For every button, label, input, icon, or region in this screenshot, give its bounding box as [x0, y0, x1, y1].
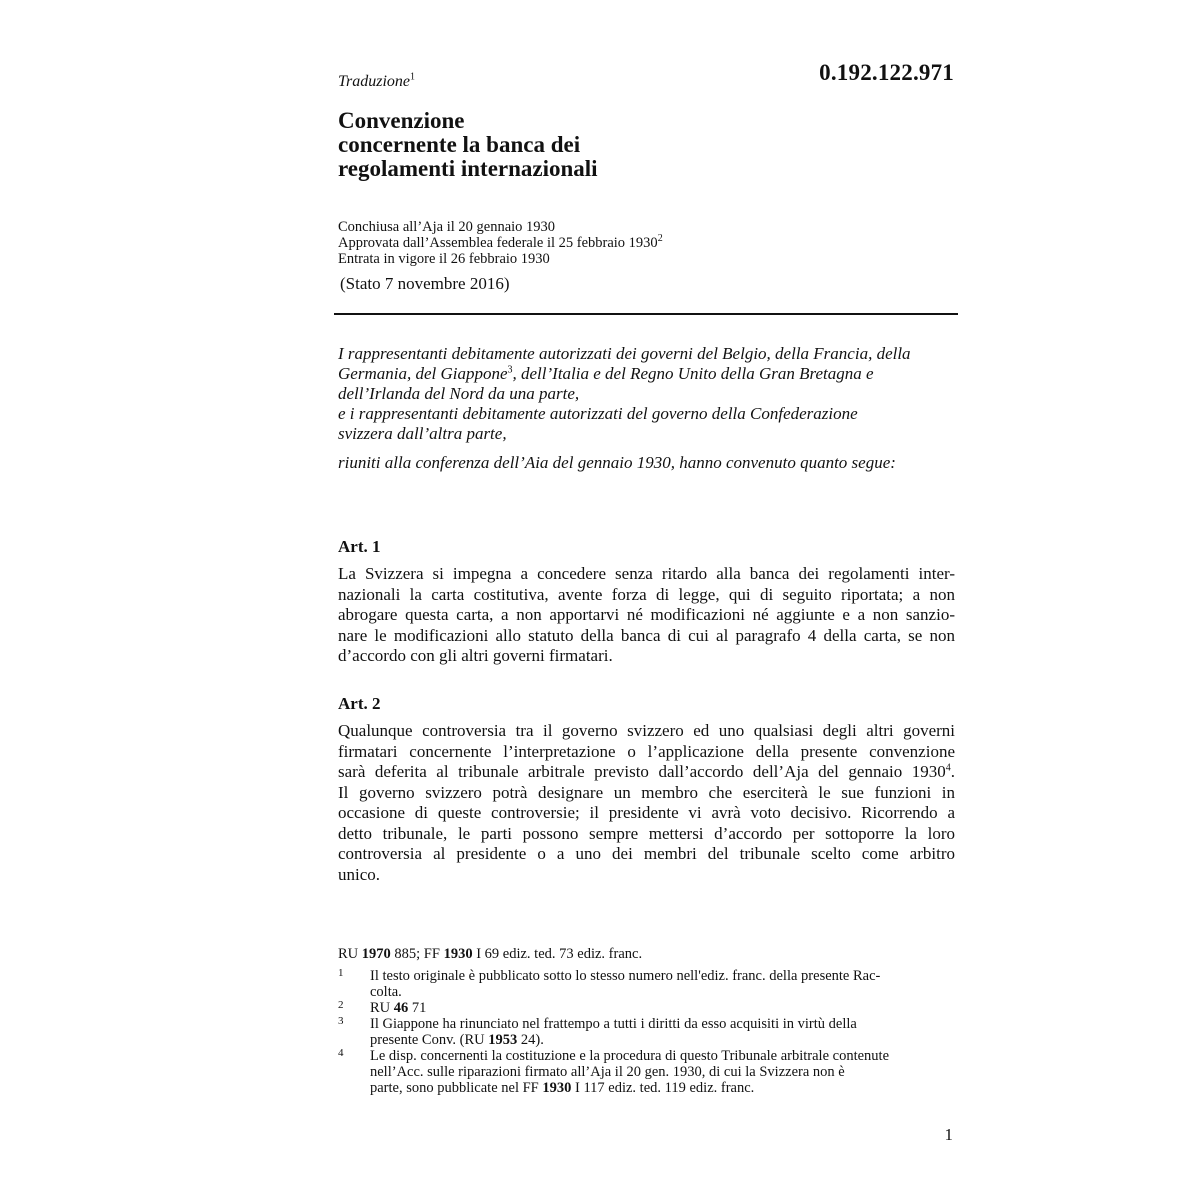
footnote-number: 1 [338, 967, 344, 979]
footnote-number: 2 [338, 999, 344, 1011]
footnote-line: nell’Acc. sulle riparazioni firmato all’Aja il 20 gen. 1930, di cui la Svizzera non è [370, 1064, 845, 1080]
status-date: (Stato 7 novembre 2016) [340, 274, 510, 293]
footnote-ref-1[interactable]: 1 [410, 71, 416, 83]
source-bold: 1930 [443, 946, 473, 962]
preamble-closing [338, 453, 958, 473]
article-line: La Svizzera si impegna a concedere senza ritardo alla banca dei regolamenti inter- [338, 564, 955, 583]
preamble-line: dell’Irlanda del Nord da una parte, [338, 384, 580, 403]
title-line: concernente la banca dei [338, 132, 581, 157]
footnote-text-part: 24). [517, 1032, 544, 1048]
preamble-text: , dell’Italia e del Regno Unito della Gran Bretagna e [512, 364, 874, 383]
source-bold: 1970 [361, 946, 391, 962]
article-line: controversia al presidente o a uno dei membri del tribunale scelto come arbitro [338, 844, 955, 863]
preamble-line [338, 364, 958, 384]
footnote-line: Il Giappone ha rinunciato nel frattempo a tutti i diritti da esso acquisiti in virtù della [370, 1016, 857, 1032]
article-text: sarà deferita al tribunale arbitrale previsto dall’accordo dell’Aja del gennaio 1930 [338, 762, 946, 781]
footnote-line: Il testo originale è pubblicato sotto lo stesso numero nell'ediz. franc. della presente Rac- [370, 968, 881, 984]
preamble-line: svizzera dall’altra parte, [338, 424, 507, 443]
footnote-text-part: I 117 ediz. ted. 119 ediz. franc. [571, 1080, 755, 1096]
footnote-line: Le disp. concernenti la costituzione e la procedura di questo Tribunale arbitrale contenute [370, 1048, 890, 1064]
preamble [338, 344, 958, 444]
source-text: I 69 ediz. ted. 73 ediz. franc. [472, 946, 643, 962]
approved-text: Approvata dall’Assemblea federale il 25 febbraio 1930 [338, 235, 658, 251]
footnote-ref-4[interactable]: 4 [945, 762, 951, 774]
footnote-bold: 1930 [542, 1080, 572, 1096]
article-1-heading: Art. 1 [338, 537, 381, 556]
article-2-heading: Art. 2 [338, 694, 381, 713]
article-line: occasione di queste controversie; il presidente vi avrà voto decisivo. Ricorrendo a [338, 803, 955, 822]
translation-label [338, 73, 415, 91]
article-line: firmatari concernente l’interpretazione o l’applicazione della presente convenzione [338, 741, 955, 761]
article-line: Qualunque controversia tra il governo svizzero ed uno qualsiasi degli altri governi [338, 721, 955, 740]
header-divider [334, 313, 958, 315]
footnote-ref-3[interactable]: 3 [507, 364, 513, 376]
footnote-text-part: RU [370, 1000, 394, 1016]
concluded-date: Conchiusa all’Aja il 20 gennaio 1930 [338, 219, 556, 235]
article-2-body [338, 721, 955, 885]
source-text: 885; FF [390, 946, 444, 962]
preamble-closing-text: riuniti alla conferenza dell’Aia del gennaio 1930, hanno convenuto quanto segue: [338, 453, 896, 472]
preamble-line: e i rappresentanti debitamente autorizzati del governo della Confederazione [338, 404, 858, 423]
article-line [338, 762, 955, 783]
article-line: detto tribunale, le parti possono sempre mettersi d’accordo per sottoporre la loro [338, 823, 955, 843]
article-line: unico. [338, 864, 381, 884]
document-title [338, 109, 838, 181]
footnote-line [370, 1000, 950, 1016]
title-line: Convenzione [338, 108, 465, 133]
document-meta [338, 219, 663, 267]
footnote-bold: 1953 [488, 1032, 518, 1048]
footnote-text [370, 1016, 950, 1048]
article-line: Il governo svizzero potrà designare un membro che eserciterà le sue funzioni in [338, 782, 955, 802]
sr-number: 0.192.122.971 [819, 60, 954, 85]
article-line: abrogare questa carta, a non apportarvi né modificazioni né aggiunte e a non sanzio- [338, 605, 955, 624]
article-1-body [338, 564, 955, 667]
footnote-line [370, 1032, 950, 1048]
footnote-number: 3 [338, 1015, 344, 1027]
footnote-line: colta. [370, 984, 402, 1000]
approved-date [338, 235, 663, 251]
footnote-text-part: presente Conv. (RU [370, 1032, 489, 1048]
footnote-number: 4 [338, 1047, 344, 1059]
translation-text: Traduzione [338, 73, 411, 90]
article-line: d’accordo con gli altri governi firmatari. [338, 646, 613, 665]
article-line: nazionali la carta costitutiva, avente forza di legge, qui di seguito riportata; a non [338, 584, 955, 604]
preamble-line: I rappresentanti debitamente autorizzati dei governi del Belgio, della Francia, della [338, 344, 911, 363]
footnote-text [370, 1000, 950, 1016]
footnote-bold: 46 [393, 1000, 409, 1016]
article-text: . [950, 762, 955, 781]
in-force-date: Entrata in vigore il 26 febbraio 1930 [338, 251, 550, 267]
footnote-text [370, 1048, 950, 1096]
footnote-text-part: 71 [408, 1000, 427, 1016]
page-number: 1 [944, 1125, 953, 1144]
footnote-text [370, 968, 950, 1000]
footnote-ref-2[interactable]: 2 [657, 233, 663, 245]
footnote-line [370, 1080, 950, 1096]
title-line: regolamenti internazionali [338, 156, 598, 181]
preamble-text: Germania, del Giappone [338, 364, 508, 383]
source-text: RU [338, 946, 362, 962]
article-line: nare le modificazioni allo statuto della banca di cui al paragrafo 4 della carta, se non [338, 625, 955, 645]
footnote-text-part: parte, sono pubblicate nel FF [370, 1080, 543, 1096]
source-reference [338, 946, 642, 963]
